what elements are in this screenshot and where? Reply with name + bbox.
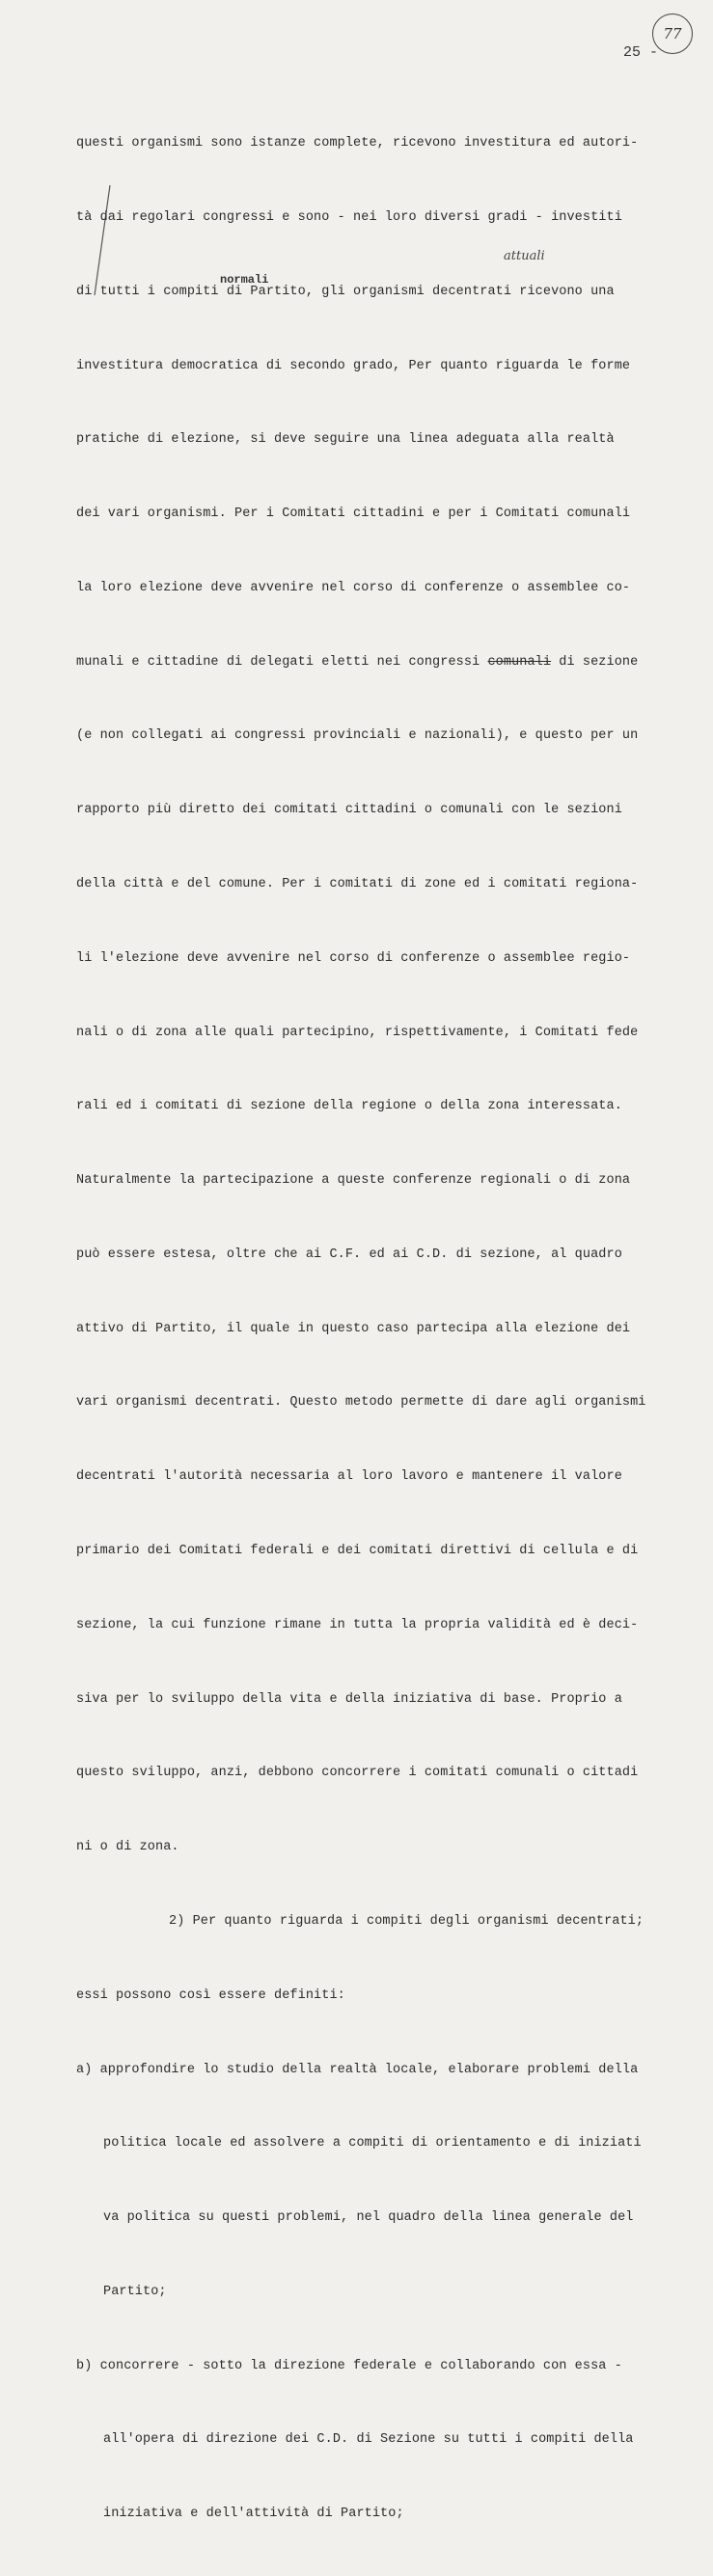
struck-word: comunali <box>487 654 552 670</box>
section-heading-line: 2) Per quanto riguarda i compiti degli organismi decentrati; <box>169 1913 644 1929</box>
text-line: siva per lo sviluppo della vita e della iniziativa di base. Proprio a <box>76 1691 622 1707</box>
text-line: decentrati l'autorità necessaria al loro lavoro e mantenere il valore <box>76 1469 622 1485</box>
document-body <box>76 82 674 2576</box>
handwritten-annotation: attuali <box>504 249 545 263</box>
text-line: rapporto più diretto dei comitati cittadini o comunali con le sezioni <box>76 803 622 818</box>
circled-page-number: 77 <box>663 25 682 42</box>
text-line: vari organismi decentrati. Questo metodo permette di dare agli organismi <box>76 1395 646 1411</box>
text-line: di tutti i compiti di Partito, gli organismi decentrati ricevono una <box>76 284 615 299</box>
list-item-continuation: va politica su questi problemi, nel quadro della linea generale del <box>103 2210 634 2226</box>
text-line: della città e del comune. Per i comitati di zone ed i comitati regiona- <box>76 877 639 891</box>
text-line: nali o di zona alle quali partecipino, rispettivamente, i Comitati fede <box>76 1025 639 1040</box>
list-item-continuation: Partito; <box>103 2284 167 2299</box>
list-item-continuation: iniziativa e dell'attività di Partito; <box>103 2507 404 2522</box>
archive-page-stamp <box>652 14 693 54</box>
text-line: questi organismi sono istanze complete, ricevono investitura ed autori- <box>76 136 639 151</box>
text-line: può essere estesa, oltre che ai C.F. ed ai C.D. di sezione, al quadro <box>76 1247 622 1262</box>
line-segment: munali e cittadine di delegati eletti nei congressi <box>76 654 488 670</box>
text-line: sezione, la cui funzione rimane in tutta la propria validità ed è deci- <box>76 1617 639 1632</box>
list-item-b: b) concorrere - sotto la direzione federale e collaborando con essa - <box>76 2358 622 2373</box>
text-line: rali ed i comitati di sezione della regione o della zona interessata. <box>76 1099 622 1114</box>
typed-insertion: normali <box>220 273 269 287</box>
text-line: li l'elezione deve avvenire nel corso di conferenze o assemblee regio- <box>76 950 631 966</box>
text-line: investitura democratica di secondo grado, Per quanto riguarda le forme <box>76 358 631 373</box>
text-line: ni o di zona. <box>76 1840 179 1855</box>
text-line: Naturalmente la partecipazione a queste conferenze regionali o di zona <box>76 1173 631 1189</box>
text-line: questo sviluppo, anzi, debbono concorrere i comitati comunali o cittadi <box>76 1766 639 1781</box>
text-line-with-strike <box>76 650 674 675</box>
text-line: primario dei Comitati federali e dei comitati direttivi di cellula e di <box>76 1544 639 1559</box>
page-number: 25 - <box>623 44 659 61</box>
text-line: tà dai regolari congressi e sono - nei loro diversi gradi - investiti <box>76 209 622 225</box>
text-line: attivo di Partito, il quale in questo caso partecipa alla elezione dei <box>76 1321 631 1336</box>
list-item-a: a) approfondire lo studio della realtà locale, elaborare problemi della <box>76 2062 639 2077</box>
text-line: essi possono così essere definiti: <box>76 1987 345 2003</box>
text-line: la loro elezione deve avvenire nel corso di conferenze o assemblee co- <box>76 580 631 595</box>
line-segment: di sezione <box>551 654 639 670</box>
list-item-continuation: politica locale ed assolvere a compiti di orientamento e di iniziati <box>103 2136 642 2151</box>
list-item-continuation: all'opera di direzione dei C.D. di Sezione su tutti i compiti della <box>103 2432 634 2448</box>
text-line: dei vari organismi. Per i Comitati cittadini e per i Comitati comunali <box>76 507 631 522</box>
text-line: (e non collegati ai congressi provinciali e nazionali), e questo per un <box>76 728 639 744</box>
text-line: pratiche di elezione, si deve seguire una linea adeguata alla realtà <box>76 432 615 448</box>
